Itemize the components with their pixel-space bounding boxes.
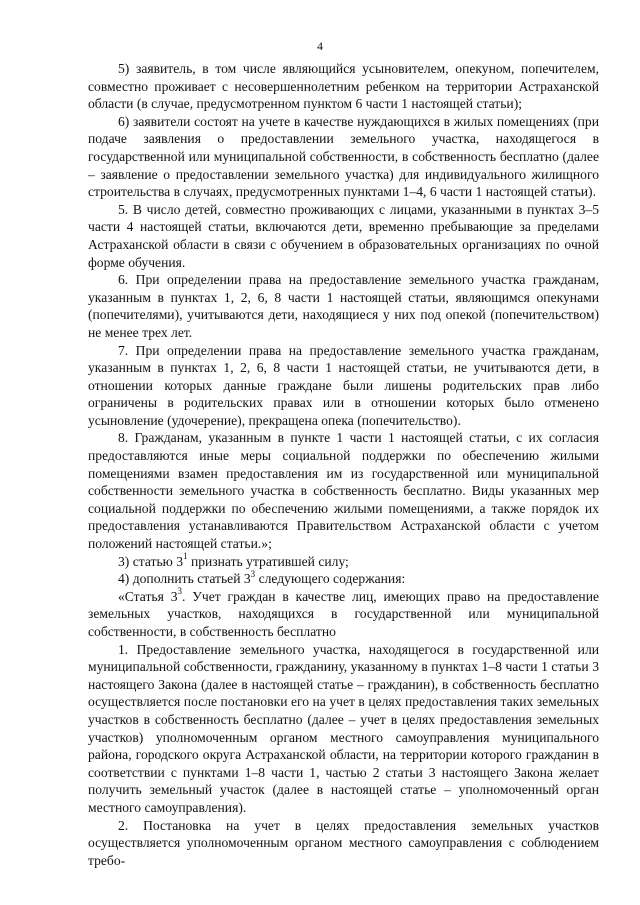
article-heading-start: «Статья 3 xyxy=(118,588,178,604)
article-heading-superscript: 3 xyxy=(177,586,183,597)
paragraph-item-3 xyxy=(88,553,599,571)
article-heading-text: . Учет граждан в качестве лиц, имеющих право на предоставление земельных участков, находящихся в государственной или муниципальной собственности, в собственность бесплатно xyxy=(88,588,600,639)
item-3-text: 3) статью 3 xyxy=(118,553,184,569)
paragraph-item-5: 5) заявитель, в том числе являющийся усыновителем, опекуном, попечителем, совместно проживает с несовершеннолетним ребенком на территории Астраханской области (в случае, предусмотренном пунктом 6 части 1 настоящей статьи); xyxy=(88,61,599,112)
page-number: 4 xyxy=(317,39,323,53)
item-4-text: 4) дополнить статьей 3 xyxy=(118,571,251,587)
document-body xyxy=(88,60,599,869)
paragraph-item-4 xyxy=(88,570,599,588)
paragraph-part-7: 7. При определении права на предоставление земельного участка гражданам, указанным в пунктах 1, 2, 6, 8 части 1 настоящей статьи, не учитываются дети, в отношении которых данные граждане были лишены родительских прав либо ограничены в родительских правах или в отношении которых было отменено усыновление (удочерение), прекращена опека (попечительство). xyxy=(88,342,599,428)
paragraph-part-6: 6. При определении права на предоставление земельного участка гражданам, указанным в пунктах 1, 2, 6, 8 части 1 настоящей статьи, являющимся опекунами (попечителями), учитываются дети, находящиеся у них под опекой (попечительством) не менее трех лет. xyxy=(88,272,599,340)
paragraph-article-part-2: 2. Постановка на учет в целях предоставления земельных участков осуществляется уполномоченным органом местного самоуправления с соблюдением требо- xyxy=(88,817,599,868)
paragraph-part-5: 5. В число детей, совместно проживающих с лицами, указанными в пунктах 3–5 части 4 настоящей статьи, включаются дети, временно пребывающие за пределами Астраханской области в связи с обучением в образовательных организациях по очной форме обучения. xyxy=(88,201,599,270)
item-3-text-end: признать утратившей силу; xyxy=(187,553,349,569)
paragraph-part-8: 8. Гражданам, указанным в пункте 1 части 1 настоящей статьи, с их согласия предоставляются иные меры социальной поддержки по обеспечению жилыми помещениями взамен предоставления им из государственной или муниципальной собственности земельного участка в собственность бесплатно. Виды указанных мер социальной поддержки по обеспечению жилыми помещениями, а также порядок их предоставления устанавливаются Правительством Астраханской области с учетом положений настоящей статьи.»; xyxy=(88,430,599,552)
item-3-superscript: 1 xyxy=(183,551,188,562)
item-4-superscript: 3 xyxy=(250,568,256,579)
paragraph-item-6: 6) заявители состоят на учете в качестве нуждающихся в жилых помещениях (при подаче заявления о предоставлении земельного участка, находящегося в государственной или муниципальной собственности, в собственность бесплатно (далее – заявление о предоставлении земельного участка) для индивидуального жилищного строительства в случаях, предусмотренных пунктами 1–4, 6 части 1 настоящей статьи). xyxy=(88,113,599,200)
paragraph-article-part-1: 1. Предоставление земельного участка, находящегося в государственной или муниципальной собственности, гражданину, указанному в пунктах 1–8 части 1 статьи 3 настоящего Закона (далее в настоящей статье – гражданин), в собственность бесплатно осуществляется после постановки его на учет в целях предоставления таких земельных участков в собственность бесплатно (далее – учет в целях предоставления земельных участков) уполномоченным органом местного самоуправления муниципального района, городского округа Астраханской области, на территории которого гражданин в соответствии с пунктами 1–8 части 1, частью 2 статьи 3 настоящего Закона желает получить земельный участок (далее в настоящей статье – уполномоченный орган местного самоуправления). xyxy=(88,641,599,815)
item-4-text-end: следующего содержания: xyxy=(255,571,406,587)
article-heading xyxy=(88,588,599,641)
